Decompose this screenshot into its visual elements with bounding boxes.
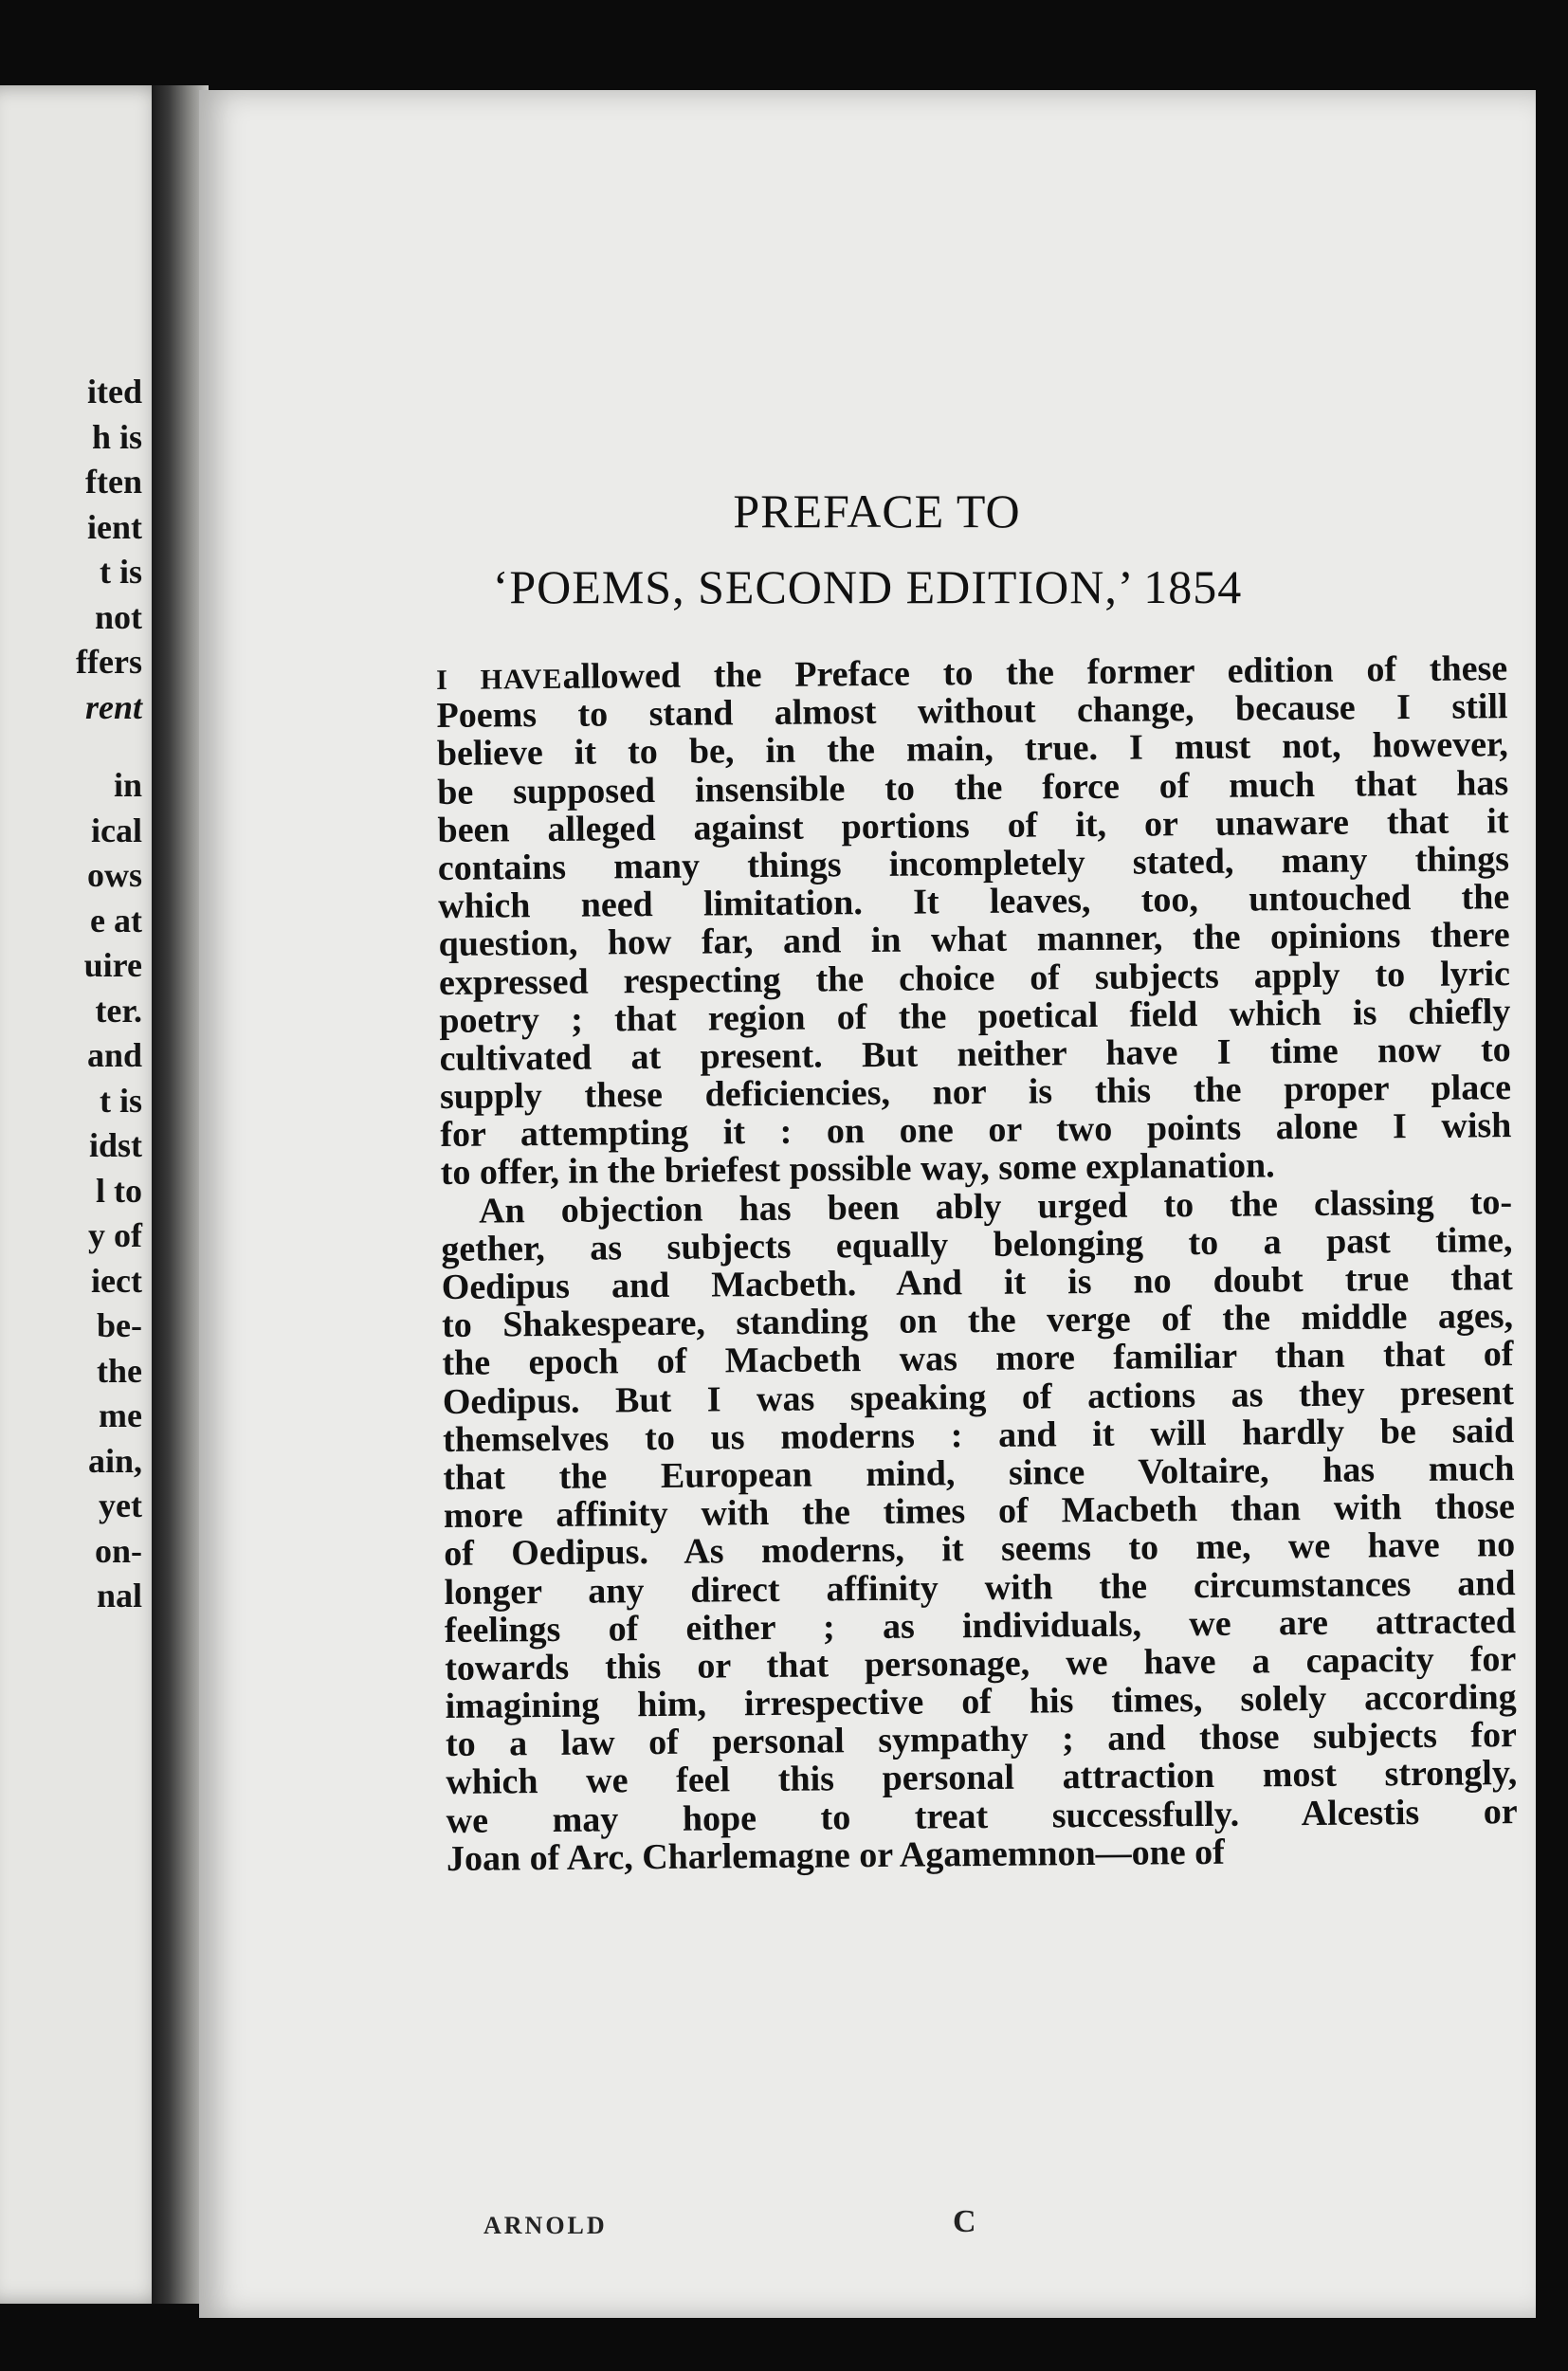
- text-line: which need limitation. It leaves, too, untouched the: [438, 877, 1510, 927]
- text-line: expressed respecting the choice of subjects apply to lyric: [438, 953, 1511, 1003]
- facing-line-fragment: ter.: [95, 991, 142, 1030]
- facing-line-fragment: ical: [91, 811, 142, 849]
- facing-line-fragment: l to: [96, 1171, 142, 1210]
- gathering-mark: C: [953, 2204, 976, 2239]
- page-title: PREFACE TO: [733, 484, 1021, 538]
- text-line: to a law of personal sympathy ; and those subjects for: [445, 1715, 1518, 1765]
- facing-line-fragment: me: [99, 1396, 142, 1434]
- facing-line-fragment: the: [97, 1351, 142, 1390]
- text-line: which we feel this personal attraction most strongly,: [446, 1753, 1518, 1803]
- facing-line-fragment: idst: [88, 1126, 142, 1164]
- book-page: [199, 90, 1536, 2318]
- text-line: imagining him, irrespective of his times, solely according: [445, 1677, 1517, 1727]
- text-line: feelings of either ; as individuals, we are attracted: [444, 1600, 1517, 1651]
- facing-line-fragment: in: [113, 766, 142, 804]
- facing-line-fragment: on-: [94, 1531, 142, 1570]
- text-line: contains many things incompletely stated, many things: [437, 839, 1510, 888]
- text-line: the epoch of Macbeth was more familiar than that of: [442, 1334, 1514, 1384]
- text-line: Joan of Arc, Charlemagne or Agamemnon—one of: [446, 1832, 1226, 1879]
- text-line: to Shakespeare, standing on the verge of the middle ages,: [441, 1296, 1514, 1346]
- text-line: more affinity with the times of Macbeth than with those: [443, 1486, 1516, 1537]
- text-line: be supposed insensible to the force of much that has: [437, 762, 1509, 812]
- text-line: for attempting it : on one or two points alone I wish: [440, 1105, 1512, 1156]
- facing-line-fragment: ffers: [76, 643, 142, 681]
- opening-words: I HAVE: [436, 663, 563, 696]
- text-line: believe it to be, in the main, true. I must not, however,: [436, 724, 1509, 775]
- text-line: themselves to us moderns : and it will hardly be said: [443, 1410, 1515, 1460]
- facing-line-fragment: ited: [87, 373, 142, 410]
- text-line-content: allowed the Preface to the former edition of these: [562, 648, 1508, 697]
- facing-line-fragment: be-: [97, 1306, 142, 1344]
- facing-line-fragment: ften: [85, 463, 142, 501]
- facing-line-fragment: ient: [87, 507, 142, 546]
- facing-line-fragment: t is: [100, 553, 142, 591]
- facing-line-fragment: t is: [100, 1081, 142, 1120]
- text-line: supply these deficiencies, nor is this the proper place: [439, 1067, 1512, 1118]
- text-line: poetry ; that region of the poetical field which is chiefly: [439, 991, 1511, 1041]
- text-line: Poems to stand almost without change, because I still: [436, 686, 1508, 737]
- text-line: we may hope to treat successfully. Alcestis or: [446, 1791, 1518, 1841]
- facing-line-fragment: rent: [84, 687, 142, 726]
- signature-mark: ARNOLD: [483, 2212, 608, 2239]
- facing-line-fragment: yet: [99, 1486, 142, 1524]
- body-text: [436, 649, 1518, 1878]
- text-line: to offer, in the briefest possible way, some explanation.: [440, 1145, 1275, 1194]
- text-line: Oedipus and Macbeth. And it is no doubt true that: [441, 1258, 1513, 1307]
- text-line: longer any direct affinity with the circumstances and: [444, 1562, 1516, 1613]
- facing-line-fragment: [0, 730, 142, 763]
- facing-line-fragment: h is: [91, 417, 142, 456]
- text-line: been alleged against portions of it, or unaware that it: [437, 800, 1509, 850]
- facing-line-fragment: uire: [83, 946, 142, 984]
- facing-line-fragment: ain,: [87, 1441, 142, 1480]
- text-line: Oedipus. But I was speaking of actions as they present: [442, 1372, 1514, 1422]
- text-line: that the European mind, since Voltaire, has much: [443, 1449, 1515, 1498]
- text-line: question, how far, and in what manner, the opinions there: [438, 915, 1510, 965]
- text-line: towards this or that personage, we have a capacity for: [445, 1638, 1517, 1688]
- facing-line-fragment: and: [86, 1036, 142, 1074]
- facing-page: [0, 85, 171, 2304]
- facing-line-fragment: e at: [90, 901, 142, 939]
- text-line: An objection has been ably urged to the classing to-: [478, 1181, 1513, 1231]
- facing-line-fragment: nal: [96, 1577, 142, 1614]
- text-line: cultivated at present. But neither have I time now to: [439, 1029, 1511, 1079]
- facing-line-fragment: iect: [91, 1261, 142, 1300]
- page-subtitle: ‘POEMS, SECOND EDITION,’ 1854: [492, 560, 1243, 613]
- text-line: of Oedipus. As moderns, it seems to me, we have no: [444, 1524, 1516, 1575]
- facing-line-fragment: ows: [86, 856, 142, 894]
- facing-line-fragment: not: [94, 597, 142, 636]
- facing-page-text: [0, 370, 142, 1619]
- text-line: gether, as subjects equally belonging to a past time,: [441, 1219, 1513, 1269]
- facing-line-fragment: y of: [88, 1216, 142, 1254]
